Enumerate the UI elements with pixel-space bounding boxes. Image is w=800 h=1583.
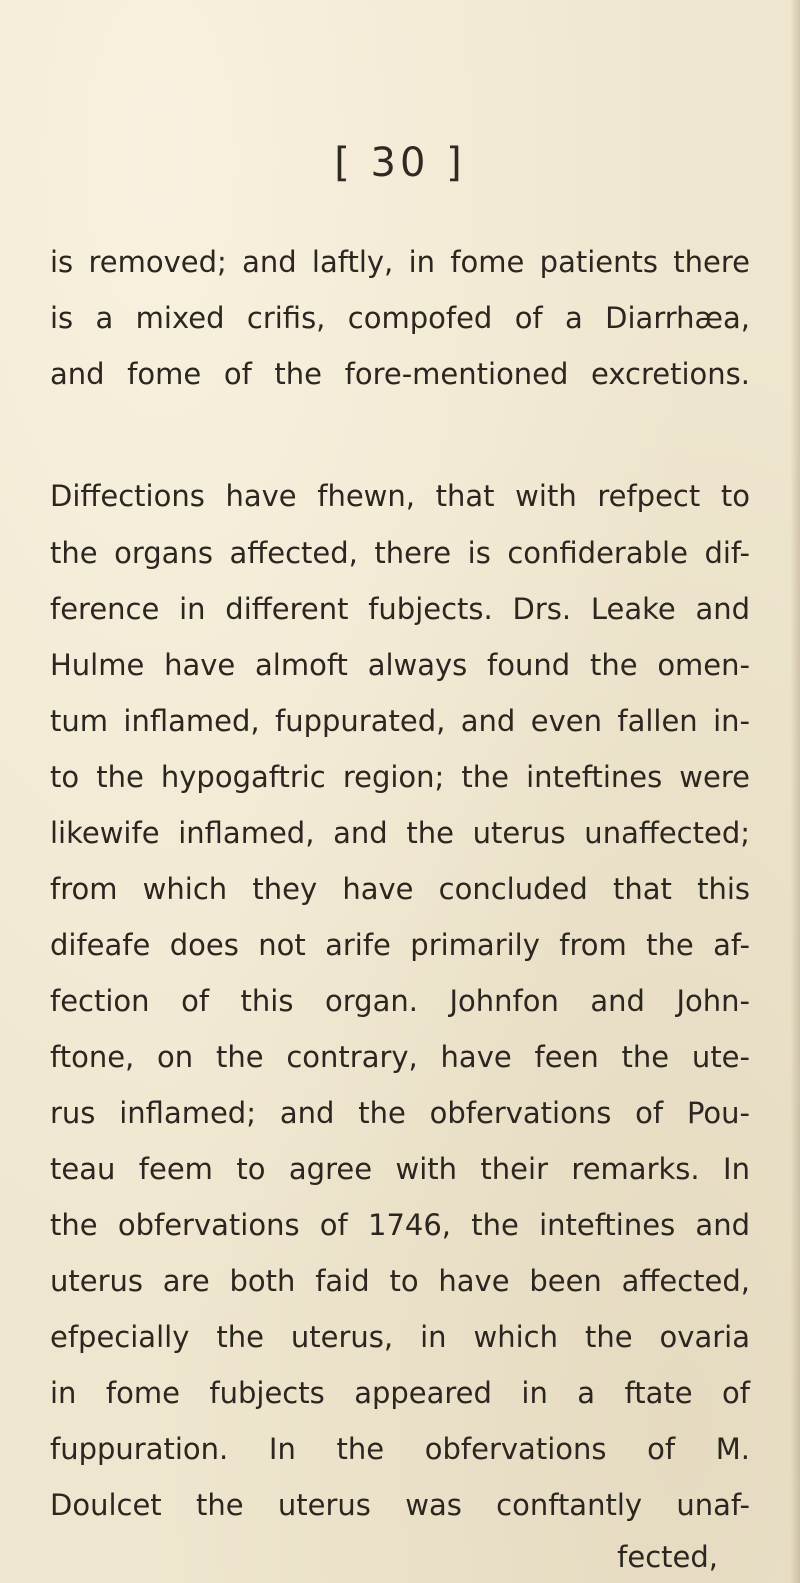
text-line: fuppuration. In the obfervations of M. xyxy=(50,1432,750,1466)
text-line: tum inflamed, fuppurated, and even fallen in- xyxy=(50,704,750,738)
page-edge-shadow xyxy=(790,0,800,1583)
text-line: efpecially the uterus, in which the ovaria xyxy=(50,1320,750,1354)
text-line: Hulme have almoft always found the omen- xyxy=(50,648,750,682)
text-line: and fome of the fore-mentioned excretions. xyxy=(50,357,750,391)
text-line: teau feem to agree with their remarks. In xyxy=(50,1152,750,1186)
text-line: ference in different fubjects. Drs. Leake and xyxy=(50,592,750,626)
text-line: is a mixed crifis, compofed of a Diarrhæa, xyxy=(50,301,750,335)
catchword: fected, xyxy=(617,1540,718,1574)
page-number: [ 30 ] xyxy=(334,140,466,186)
text-line: Diffections have fhewn, that with refpect to xyxy=(50,479,750,513)
text-line: from which they have concluded that this xyxy=(50,872,750,906)
text-line: likewife inflamed, and the uterus unaffected; xyxy=(50,816,750,850)
text-line: Doulcet the uterus was conftantly unaf- xyxy=(50,1488,750,1522)
text-line: rus inflamed; and the obfervations of Pou- xyxy=(50,1096,750,1130)
text-line: is removed; and laftly, in fome patients there xyxy=(50,245,750,279)
text-line: uterus are both faid to have been affected, xyxy=(50,1264,750,1298)
text-line: the organs affected, there is confiderable dif- xyxy=(50,536,750,570)
text-line: in fome fubjects appeared in a ftate of xyxy=(50,1376,750,1410)
text-line: ftone, on the contrary, have feen the ute- xyxy=(50,1040,750,1074)
text-line: the obfervations of 1746, the inteftines and xyxy=(50,1208,750,1242)
text-line: to the hypogaftric region; the inteftines were xyxy=(50,760,750,794)
text-line: fection of this organ. Johnfon and John- xyxy=(50,984,750,1018)
text-line: difeafe does not arife primarily from the af- xyxy=(50,928,750,962)
